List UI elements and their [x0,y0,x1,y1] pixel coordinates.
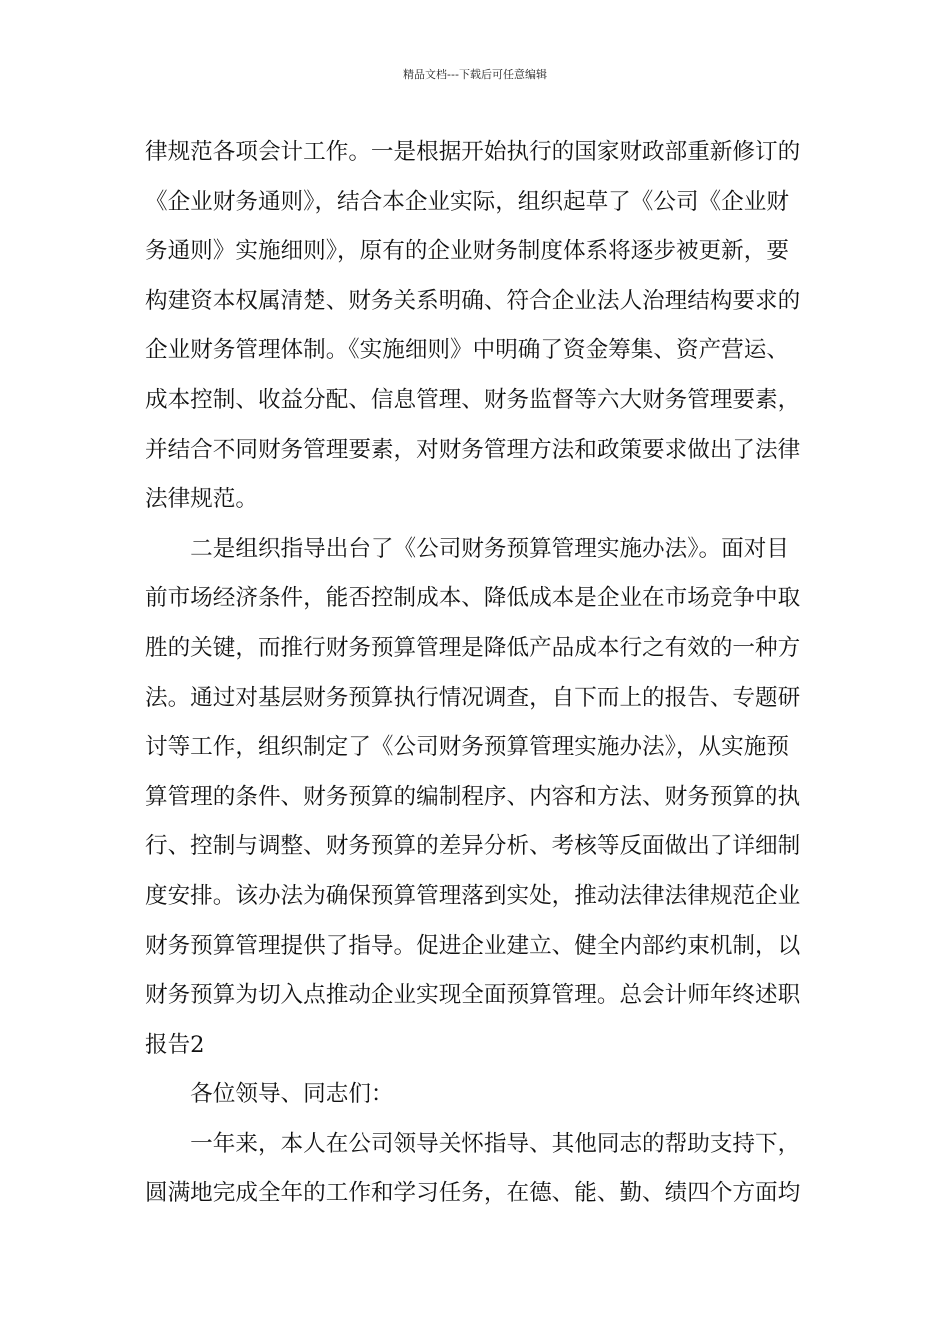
document-body [145,128,815,1219]
text-line: 并结合不同财务管理要素，对财务管理方法和政策要求做出了法律 [145,436,801,463]
text-line: 企业财务管理体制。《实施细则》中明确了资金筹集、资产营运、 [145,337,789,364]
text-line: 行、控制与调整、财务预算的差异分析、考核等反面做出了详细制 [145,833,801,860]
text-line: 讨等工作，组织制定了《公司财务预算管理实施办法》，从实施预 [145,734,789,761]
text-line: 财务预算管理提供了指导。促进企业建立、健全内部约束机制，以 [145,932,801,959]
text-line: 圆满地完成全年的工作和学习任务，在德、能、勤、绩四个方面均 [145,1180,801,1207]
text-line: 前市场经济条件，能否控制成本、降低成本是企业在市场竞争中取 [145,585,801,612]
page-header: 精品文档---下载后可任意编辑 [403,68,547,81]
text-line: 成本控制、收益分配、信息管理、财务监督等六大财务管理要素， [145,386,801,413]
text-line: 胜的关键，而推行财务预算管理是降低产品成本行之有效的一种方 [145,634,801,661]
text-line: 《企业财务通则》，结合本企业实际，组织起草了《公司《企业财 [145,188,789,215]
text-line: 务通则》实施细则》，原有的企业财务制度体系将逐步被更新，要 [145,238,789,265]
text-line: 构建资本权属清楚、财务关系明确、符合企业法人治理结构要求的 [145,287,801,314]
text-line: 一年来，本人在公司领导关怀指导、其他同志的帮助支持下， [145,1130,801,1157]
text-line: 算管理的条件、财务预算的编制程序、内容和方法、财务预算的执 [145,783,801,810]
text-line: 法律规范。 [145,486,258,513]
text-line: 报告2 [145,1031,205,1058]
text-line: 法。通过对基层财务预算执行情况调查，自下而上的报告、专题研 [145,684,801,711]
text-line: 律规范各项会计工作。一是根据开始执行的国家财政部重新修订的 [145,139,801,165]
text-line: 财务预算为切入点推动企业实现全面预算管理。总会计师年终述职 [145,982,801,1009]
text-line: 二是组织指导出台了《公司财务预算管理实施办法》。面对目 [145,535,789,562]
text-line: 各位领导、同志们： [145,1081,394,1108]
text-line: 度安排。该办法为确保预算管理落到实处，推动法律法律规范企业 [145,882,801,909]
